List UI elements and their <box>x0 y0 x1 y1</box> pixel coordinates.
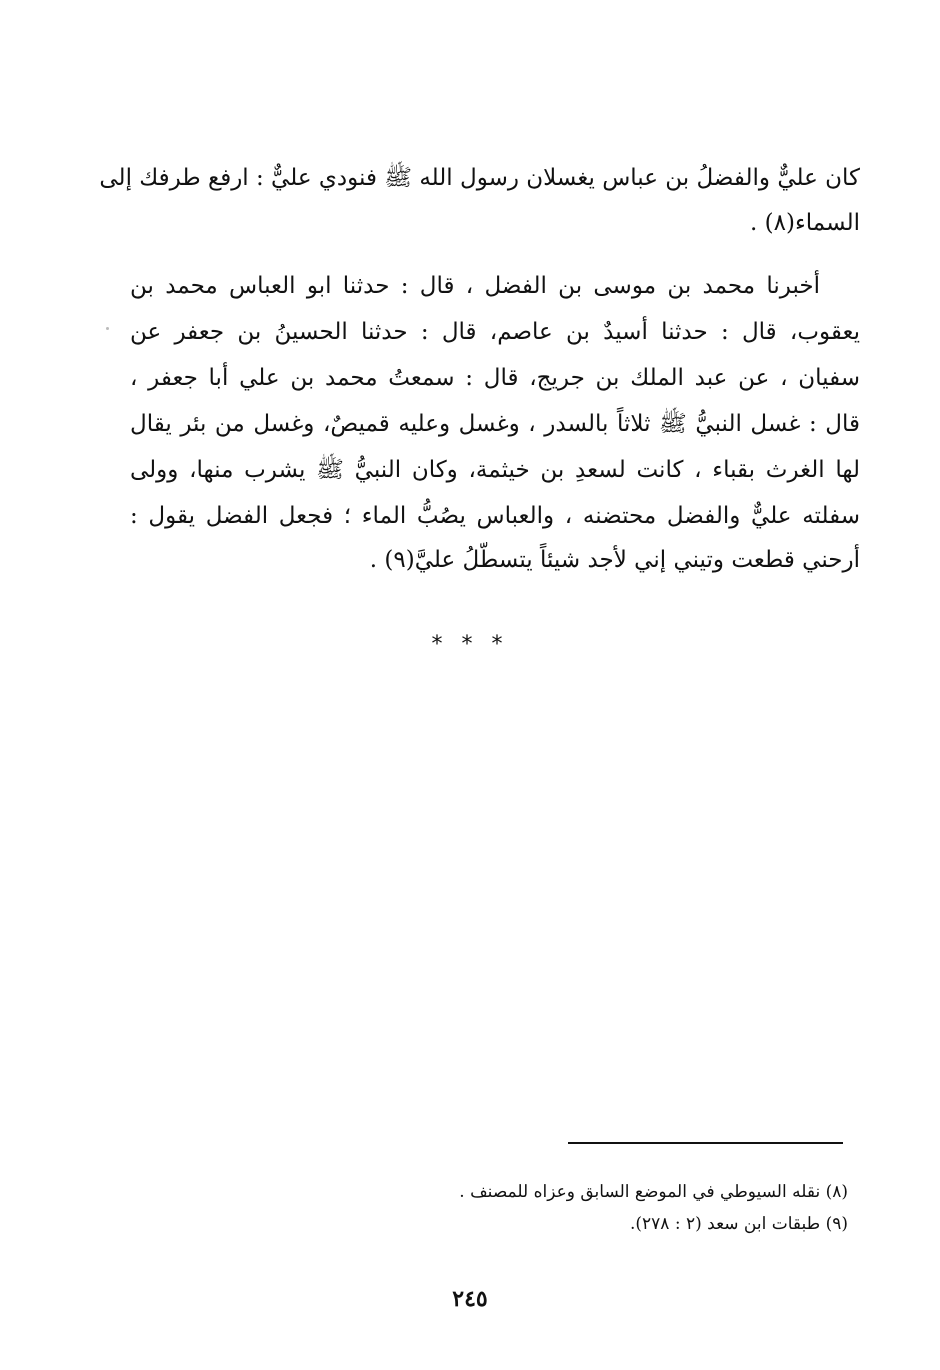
text-line: السماء(٨) . <box>750 210 860 236</box>
footnote-8: (٨) نقله السيوطي في الموضع السابق وعزاه للمصنف . <box>459 1182 848 1202</box>
text-line: أخبرنا محمد بن موسى بن الفضل ، قال : حدثنا ابو العباس محمد بن <box>130 273 821 299</box>
text-line: سفلته عليٌّ والفضل محتضنه ، والعباس يصُبُّ الماء ؛ فجعل الفضل يقول : <box>130 503 860 529</box>
scan-speck <box>106 327 109 330</box>
text-line: قال : غسل النبيُّ ﷺ ثلاثاً بالسدر ، وغسل وعليه قميصٌ، وغسل من بئر يقال <box>130 411 860 437</box>
page-number: ٢٤٥ <box>452 1286 488 1312</box>
section-separator: * * * <box>431 632 509 657</box>
text-line: كان عليٌّ والفضلُ بن عباس يغسلان رسول الله ﷺ فنودي عليٌّ : ارفع طرفك إلى <box>99 165 860 191</box>
footnote-9: (٩) طبقات ابن سعد (٢ : ٢٧٨). <box>629 1214 848 1234</box>
text-line: سفيان ، عن عبد الملك بن جريج، قال : سمعتُ محمد بن علي أبا جعفر ، <box>130 365 860 391</box>
text-line: لها الغرث بقباء ، كانت لسعدِ بن خيثمة، وكان النبيُّ ﷺ يشرب منها، وولى <box>130 457 860 483</box>
text-line: أرحني قطعت وتيني إني لأجد شيئاً يتسطّلُ عليَّ(٩) . <box>369 547 860 573</box>
text-line: يعقوب، قال : حدثنا أسيدٌ بن عاصم، قال : حدثنا الحسينُ بن جعفر عن <box>130 319 860 345</box>
footnote-divider <box>568 1142 843 1144</box>
